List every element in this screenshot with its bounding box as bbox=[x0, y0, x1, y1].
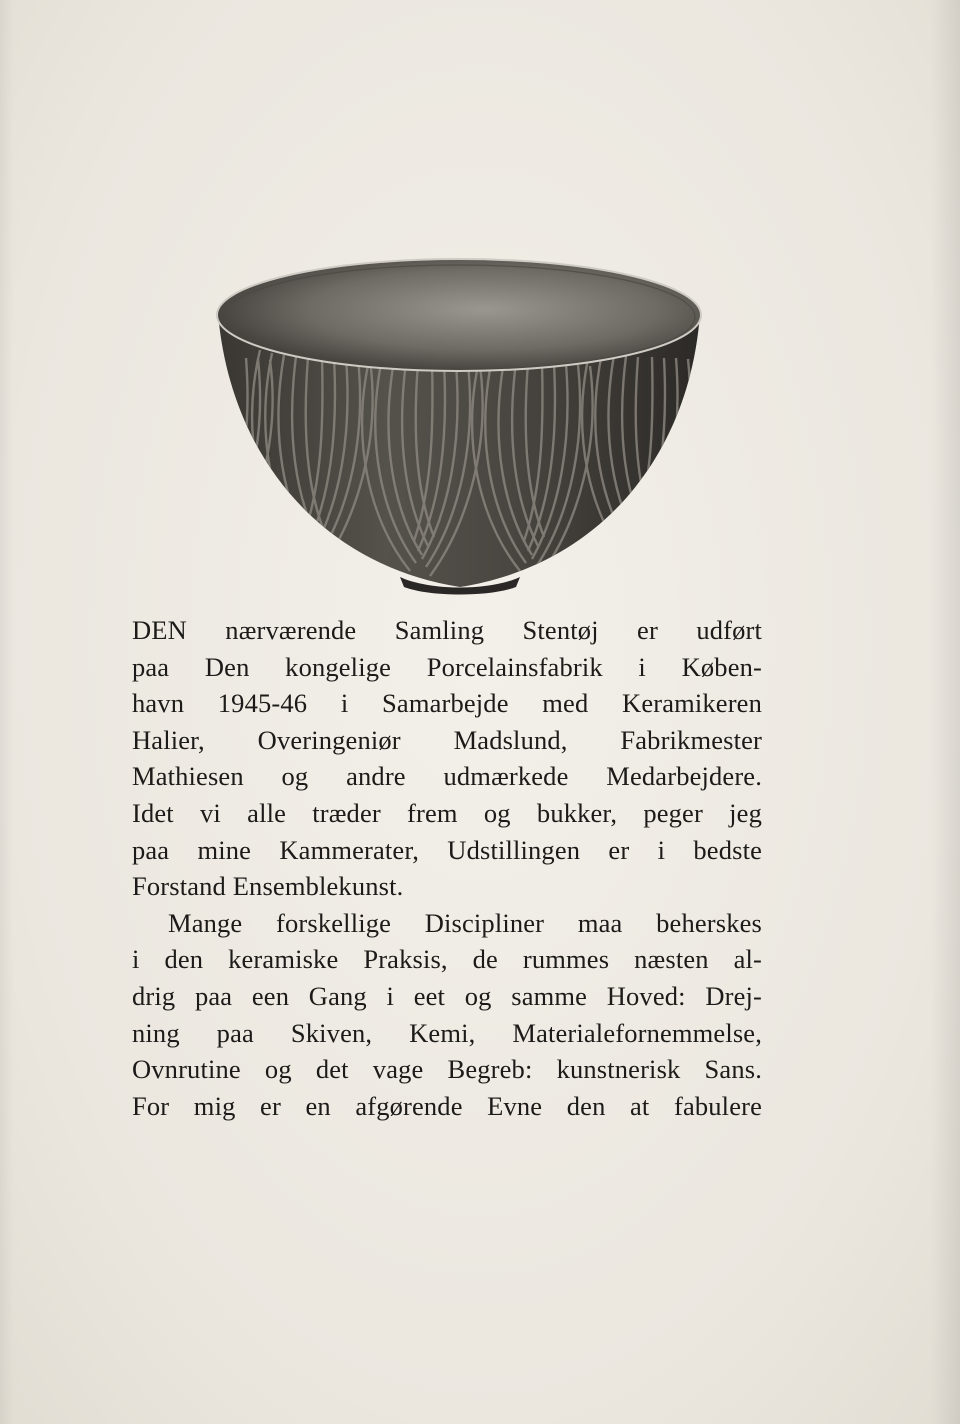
body-text bbox=[132, 612, 762, 1124]
text-line: DEN nærværende Samling Stentøj er udført bbox=[132, 615, 762, 645]
text-line: paa mine Kammerater, Udstillingen er i bedste bbox=[132, 834, 762, 865]
text-line: Mange forskellige Discipliner maa beherskes bbox=[168, 907, 762, 938]
text-line: Halier, Overingeniør Madslund, Fabrikmester bbox=[132, 724, 762, 755]
text-line: Mathiesen og andre udmærkede Medarbejdere. bbox=[132, 761, 762, 792]
text-line: drig paa een Gang i eet og samme Hoved: Drej- bbox=[132, 980, 762, 1011]
stoneware-bowl-icon bbox=[200, 235, 720, 595]
text-line: Idet vi alle træder frem og bukker, peger jeg bbox=[132, 797, 762, 828]
text-line: i den keramiske Praksis, de rummes næsten al- bbox=[132, 944, 762, 975]
text-line: Ovnrutine og det vage Begreb: kunstnerisk Sans. bbox=[132, 1054, 762, 1085]
text-line: havn 1945-46 i Samarbejde med Keramikeren bbox=[132, 688, 762, 719]
paragraph-2 bbox=[132, 905, 762, 1125]
text-line: paa Den kongelige Porcelainsfabrik i Køben- bbox=[132, 651, 762, 682]
text-line: Forstand Ensemblekunst. bbox=[132, 871, 404, 902]
text-line: For mig er en afgørende Evne den at fabulere bbox=[132, 1090, 762, 1121]
text-line: ning paa Skiven, Kemi, Materialefornemmelse, bbox=[132, 1017, 762, 1048]
paragraph-1 bbox=[132, 612, 762, 905]
